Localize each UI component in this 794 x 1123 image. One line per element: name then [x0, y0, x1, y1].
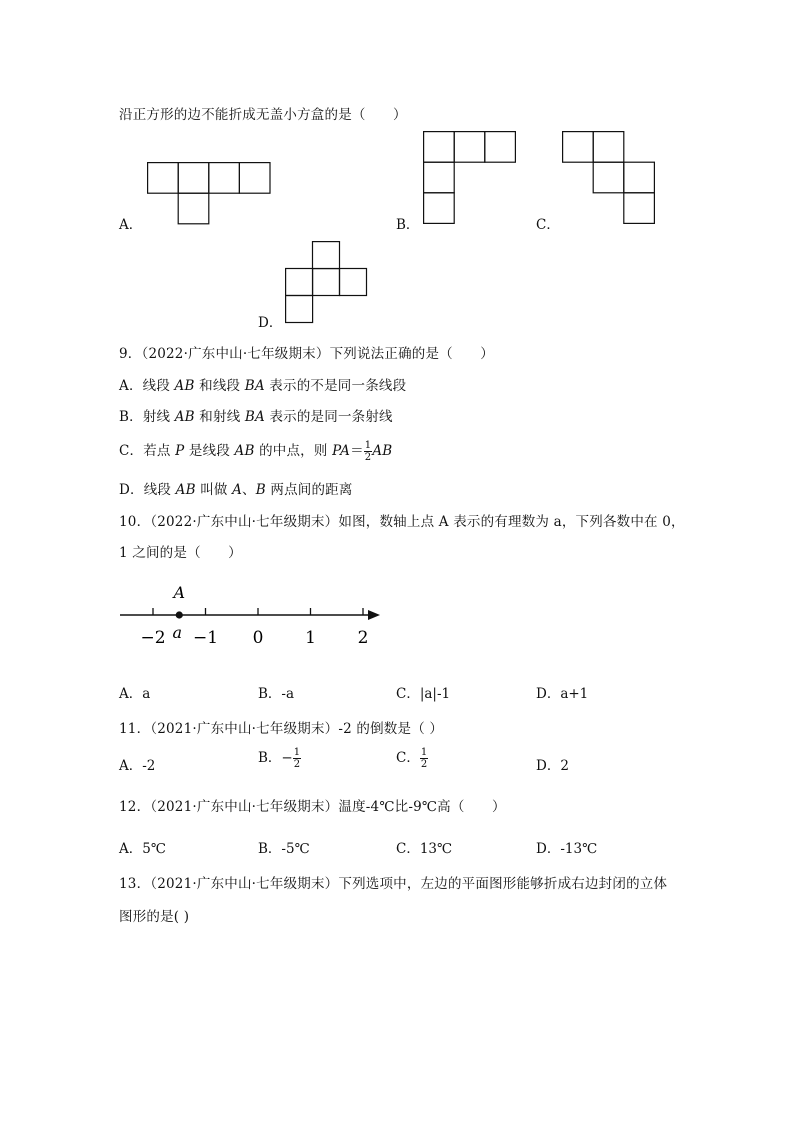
number-line-tick-label: 0: [252, 628, 264, 648]
q8-net-c: [562, 131, 656, 227]
q11-option-a: A．-2: [119, 758, 156, 774]
number-line-tick-label: −1: [192, 628, 219, 648]
number-line-tick-label: 2: [357, 628, 369, 648]
axis-arrow-icon: [368, 610, 380, 620]
q9-option-b: B．射线 AB 和射线 BA 表示的是同一条射线: [119, 409, 393, 425]
fraction-one-half: $\frac{1}{2}$: [364, 440, 372, 463]
q8-label-a: A．: [119, 217, 143, 233]
q12-stem: 12．（2021·广东中山·七年级期末）温度-4℃比-9℃高（ ）: [119, 799, 506, 815]
q9-stem: 9．（2022·广东中山·七年级期末）下列说法正确的是（ ）: [119, 346, 494, 362]
q8-net-d: [285, 241, 369, 325]
q8-label-c: C．: [536, 217, 560, 233]
q11-option-b: B．− $\frac{1}{2}$: [258, 747, 301, 770]
q11-option-d: D．2: [536, 758, 569, 774]
q10-option-a: A．a: [119, 686, 151, 702]
point-a-dot: [176, 611, 183, 618]
q11-option-c: C． $\frac{1}{2}$: [396, 747, 428, 770]
q8-net-a: [147, 162, 271, 226]
number-line-tick-label: 1: [305, 628, 316, 648]
q13-stem-line1: 13．（2021·广东中山·七年级期末）下列选项中，左边的平面图形能够折成右边封闭的立体: [119, 876, 668, 892]
q10-option-d: D．a+1: [536, 686, 589, 702]
q12-option-b: B．-5℃: [258, 841, 310, 857]
q9-option-a: A．线段 AB 和线段 BA 表示的不是同一条线段: [119, 378, 407, 394]
fraction-one-half: $\frac{1}{2}$: [293, 747, 301, 770]
q9-option-c: C．若点 P 是线段 AB 的中点，则 PA＝ $\frac{1}{2}$ AB: [119, 440, 393, 463]
number-line-tick-label: −2: [140, 628, 166, 648]
q10-option-b: B．-a: [258, 686, 295, 702]
q10-option-c: C．|a|-1: [396, 686, 451, 702]
q10-stem-line1: 10．（2022·广东中山·七年级期末）如图，数轴上点 A 表示的有理数为 a，下列各数中在 0，: [119, 514, 685, 530]
q10-stem-line2: 1 之间的是（ ）: [119, 545, 242, 561]
q13-stem-line2: 图形的是( ): [119, 909, 190, 925]
q12-option-c: C．13℃: [396, 841, 453, 857]
point-a-variable: a: [172, 623, 183, 642]
point-a-label: A: [173, 583, 186, 602]
fraction-one-half: $\frac{1}{2}$: [420, 747, 428, 770]
q12-option-a: A．5℃: [119, 841, 166, 857]
q8-label-d: D．: [258, 315, 283, 331]
q11-stem: 11．（2021·广东中山·七年级期末）-2 的倒数是（ ）: [119, 721, 444, 737]
q9-option-d: D．线段 AB 叫做 A、B 两点间的距离: [119, 482, 353, 498]
q12-option-d: D．-13℃: [536, 841, 598, 857]
q8-label-b: B．: [396, 217, 420, 233]
q8-stem: 沿正方形的边不能折成无盖小方盒的是（ ）: [119, 107, 407, 123]
q8-net-b: [423, 131, 517, 227]
number-line-figure: [118, 580, 388, 650]
